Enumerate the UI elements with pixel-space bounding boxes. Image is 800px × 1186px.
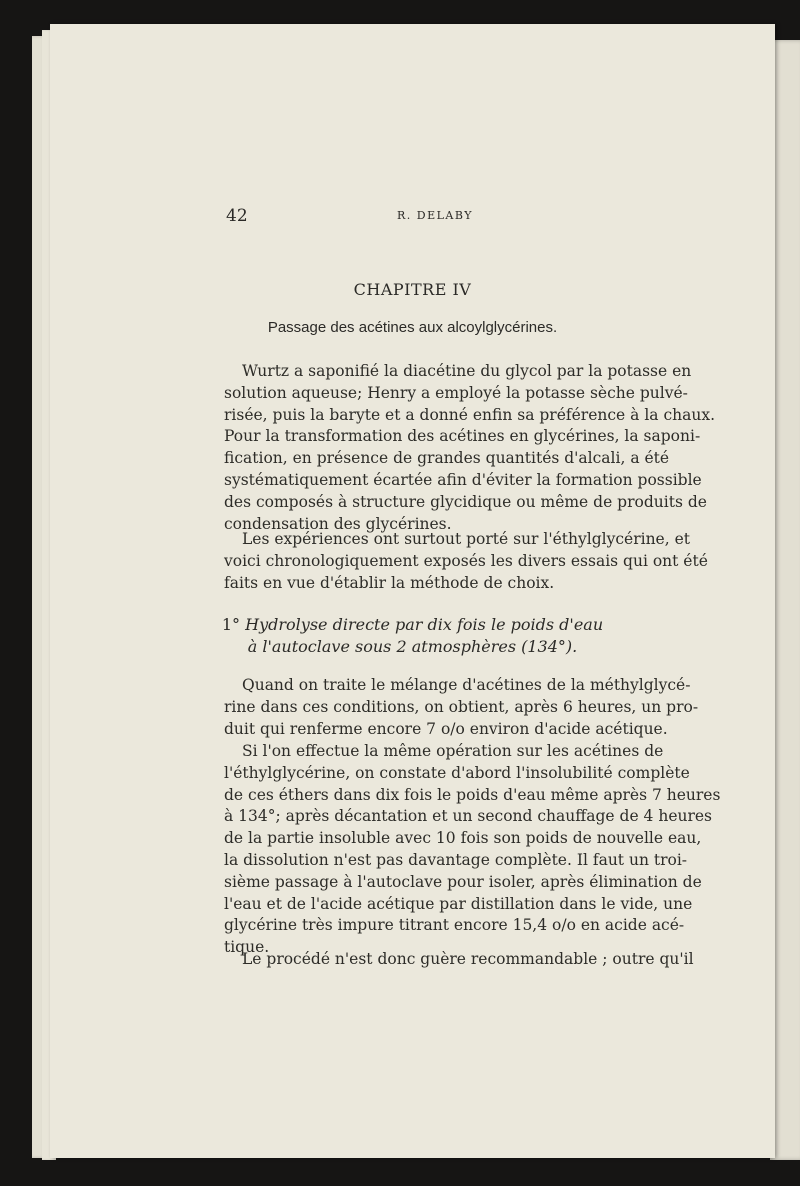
text-line: l'eau et de l'acide acétique par distillation dans le vide, une: [224, 894, 693, 913]
text-line: condensation des glycérines.: [224, 514, 452, 533]
page-number: 42: [226, 206, 248, 226]
text-line: glycérine très impure titrant encore 15,4 o/o en acide acé-: [224, 916, 685, 935]
text-line: Quand on traite le mélange d'acétines de la méthylglycé-: [242, 676, 691, 694]
text-line: duit qui renferme encore 7 o/o environ d'acide acétique.: [224, 719, 668, 738]
text-line: l'éthylglycérine, on constate d'abord l'insolubilité complète: [224, 763, 690, 782]
text-line: voici chronologiquement exposés les divers essais qui ont été: [224, 551, 708, 570]
subsection-number: 1°: [221, 615, 241, 634]
text-line: rine dans ces conditions, on obtient, après 6 heures, un pro-: [224, 697, 699, 716]
text-line: la dissolution n'est pas davantage complète. Il faut un troi-: [224, 850, 688, 869]
running-head-author: R. DELABY: [397, 209, 474, 222]
paragraph-5: [224, 949, 694, 971]
text-line: des composés à structure glycidique ou même de produits de: [224, 492, 707, 511]
running-head: [50, 206, 775, 226]
text-line: de la partie insoluble avec 10 fois son poids de nouvelle eau,: [224, 829, 702, 848]
text-line: risée, puis la baryte et a donné enfin sa préférence à la chaux.: [224, 405, 715, 424]
subsection-title-line-1: Hydrolyse directe par dix fois le poids d'eau: [245, 615, 604, 634]
text-line: Les expériences ont surtout porté sur l'éthylglycérine, et: [242, 530, 690, 548]
section-title: Passage des acétines aux alcoylglycérines.: [267, 319, 558, 336]
text-line: tique.: [224, 938, 270, 957]
text-line: Le procédé n'est donc guère recommandable ; outre qu'il: [242, 950, 694, 968]
paragraph-1: [224, 361, 715, 535]
text-line: fication, en présence de grandes quantités d'alcali, a été: [224, 449, 670, 468]
text-line: Pour la transformation des acétines en glycérines, la saponi-: [224, 427, 701, 446]
text-line: sième passage à l'autoclave pour isoler, après élimination de: [224, 872, 702, 891]
text-line: solution aqueuse; Henry a employé la potasse sèche pulvé-: [224, 383, 688, 402]
text-line: à 134°; après décantation et un second chauffage de 4 heures: [224, 807, 713, 826]
book-page: [50, 24, 775, 1158]
chapter-title: CHAPITRE IV: [353, 280, 472, 299]
paragraph-2: [224, 529, 708, 594]
text-line: de ces éthers dans dix fois le poids d'eau même après 7 heures: [224, 785, 721, 804]
text-line: systématiquement écartée afin d'éviter la formation possible: [224, 470, 702, 489]
text-line: Wurtz a saponifié la diacétine du glycol par la potasse en: [242, 362, 692, 380]
text-line: faits en vue d'établir la méthode de choix.: [224, 573, 555, 592]
text-line: Si l'on effectue la même opération sur les acétines de: [242, 742, 664, 760]
subsection-title-line-2: à l'autoclave sous 2 atmosphères (134°).: [247, 637, 578, 656]
subsection-heading: [50, 614, 775, 658]
paragraph-3: [224, 675, 699, 740]
